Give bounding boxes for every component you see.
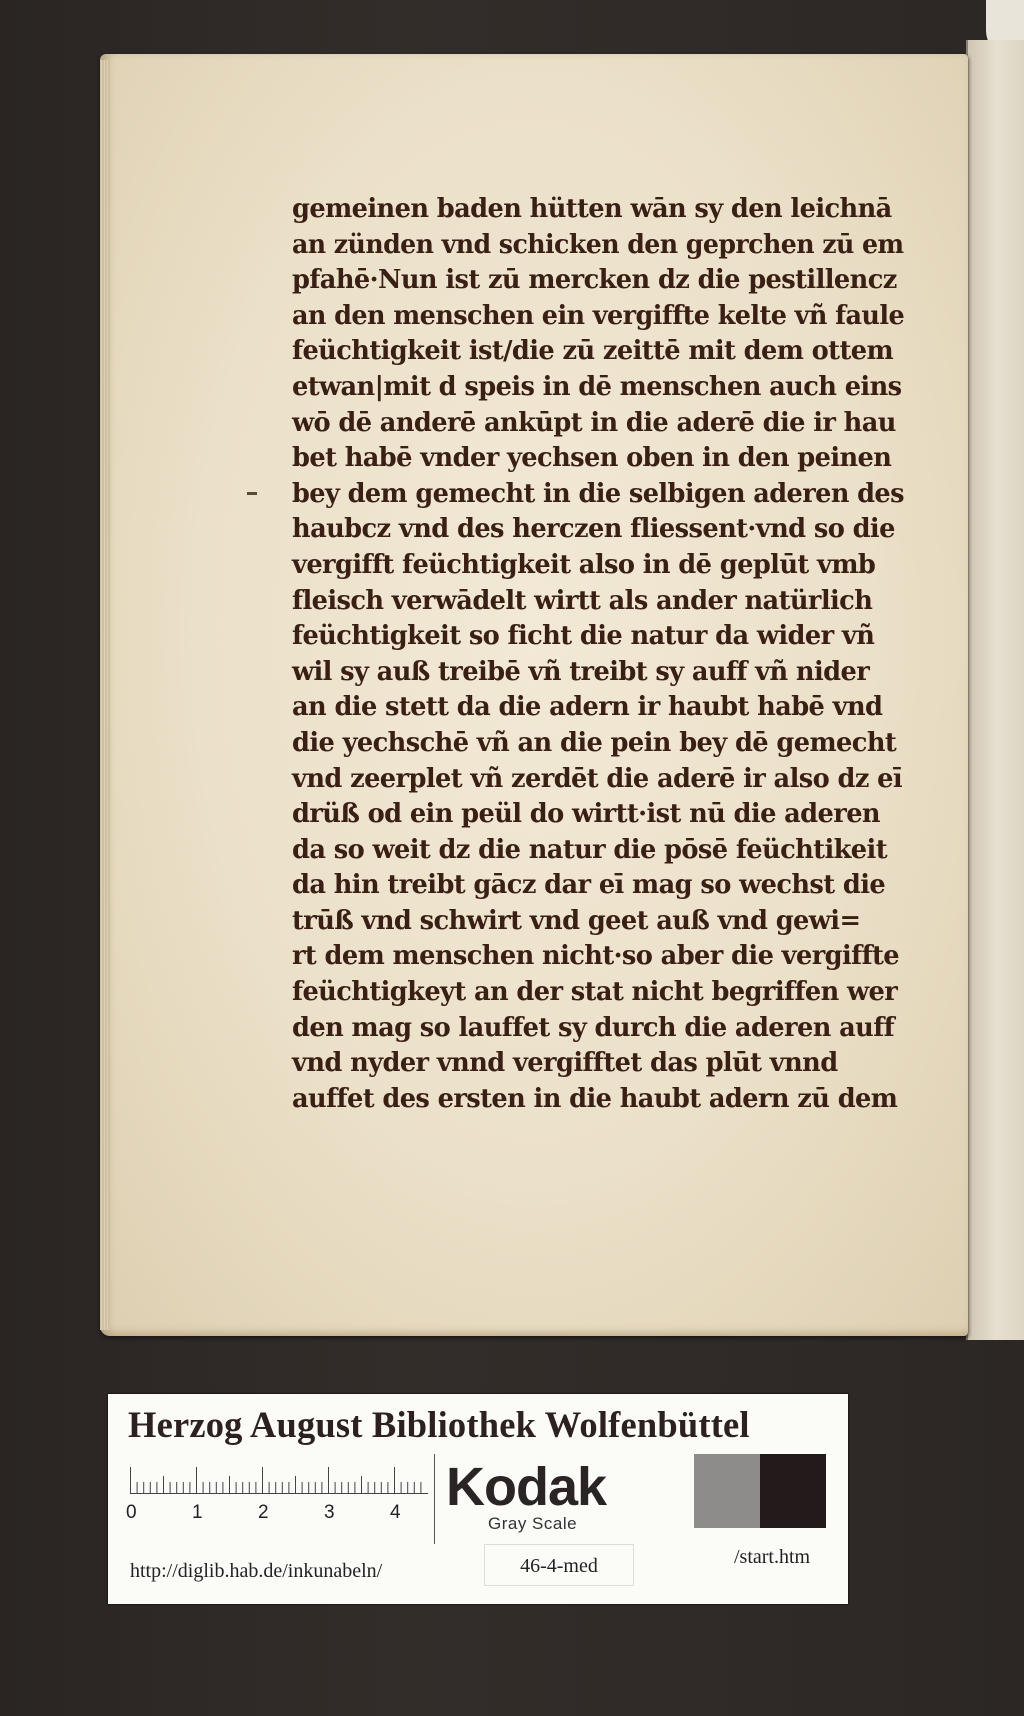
- shelfmark: 46-4-med: [484, 1544, 634, 1586]
- text-line: rt dem menschen nicht·so aber die vergiffte: [292, 941, 900, 972]
- text-line: pfahē·Nun ist zū mercken dz die pestillencz: [292, 265, 897, 296]
- text-line: wō dē anderē ankūpt in die aderē die ir hau: [292, 407, 896, 438]
- text-line: da so weit dz die natur die pōsē feüchtikeit: [292, 834, 887, 865]
- text-line: bey dem gemecht in die selbigen aderen des: [292, 478, 904, 509]
- card-divider: [434, 1454, 435, 1544]
- facing-page-edge: [966, 40, 1024, 1340]
- ruler-numbers: [126, 1502, 430, 1526]
- ruler-number-1: 1: [192, 1502, 203, 1523]
- gray-scale-label: Gray Scale: [488, 1514, 578, 1533]
- ruler-number-4: 4: [390, 1502, 401, 1523]
- text-line: auffet des ersten in die haubt adern zū dem: [292, 1083, 898, 1114]
- text-line: vnd zeerplet vñ zerdēt die aderē ir also dz eī: [292, 763, 903, 794]
- start-link: /start.htm: [734, 1546, 811, 1568]
- text-line: trūß vnd schwirt vnd geet auß vnd gewi=: [292, 905, 861, 936]
- text-line: feüchtigkeit so ficht die natur da wider vñ: [292, 621, 875, 652]
- text-line: an den menschen ein vergiffte kelte vñ faule: [292, 300, 905, 331]
- text-line: die yechschē vñ an die pein bey dē gemecht: [292, 727, 897, 758]
- text-line: bet habē vnder yechsen oben in den peinen: [292, 443, 892, 474]
- ruler-number-3: 3: [324, 1502, 335, 1523]
- ruler-number-2: 2: [258, 1502, 269, 1523]
- text-line: wil sy auß treibē vñ treibt sy auff vñ nider: [292, 656, 870, 687]
- text-line: fleisch verwādelt wirtt als ander natürlich: [292, 585, 873, 616]
- text-line: vnd nyder vnnd vergifftet das plūt vnnd: [292, 1048, 838, 1079]
- text-line: drüß od ein peül do wirtt·ist nū die aderen: [292, 799, 881, 830]
- margin-mark: [247, 492, 257, 495]
- ruler-number-0: 0: [126, 1502, 137, 1523]
- page-edge-stack: [100, 60, 110, 1330]
- color-target-card: [108, 1394, 848, 1604]
- kodak-logo: Kodak: [446, 1457, 607, 1517]
- text-line: an die stett da die adern ir haubt habē vnd: [292, 692, 883, 723]
- text-line: feüchtigkeit ist/die zū zeittē mit dem ottem: [292, 336, 894, 367]
- text-line: an zünden vnd schicken den geprchen zū em: [292, 229, 904, 260]
- gray-swatch: [694, 1454, 760, 1528]
- ruler-scale: [130, 1466, 428, 1494]
- text-line: etwan|mit d speis in dē menschen auch eins: [292, 371, 902, 402]
- text-line: gemeinen baden hütten wān sy den leichnā: [292, 194, 892, 224]
- text-line: vergifft feüchtigkeit also in dē geplūt vmb: [292, 549, 876, 580]
- dark-swatch: [760, 1454, 826, 1528]
- text-line: feüchtigkeyt an der stat nicht begriffen wer: [292, 977, 898, 1008]
- text-line: da hin treibt gācz dar eī mag so wechst die: [292, 870, 886, 901]
- page-text-block: [292, 192, 912, 1117]
- library-title: Herzog August Bibliothek Wolfenbüttel: [128, 1405, 750, 1446]
- source-url: http://diglib.hab.de/inkunabeln/: [130, 1560, 383, 1582]
- text-line: den mag so lauffet sy durch die aderen auff: [292, 1012, 895, 1043]
- text-line: haubcz vnd des herczen fliessent·vnd so die: [292, 514, 895, 545]
